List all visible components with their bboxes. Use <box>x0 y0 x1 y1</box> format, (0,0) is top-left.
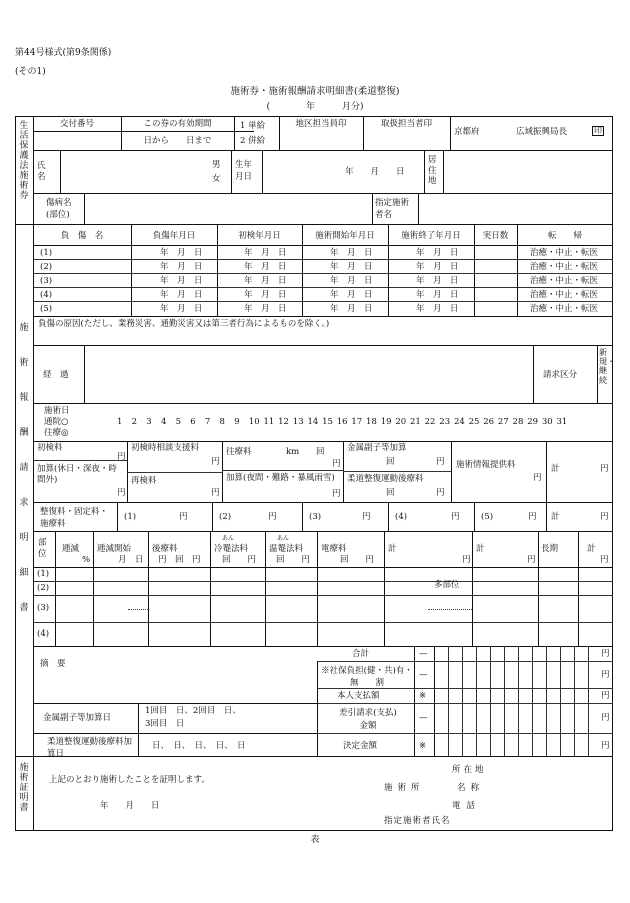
birth-label: 生年月日 <box>235 160 253 182</box>
ticket-side-label: 生活保護法施術券 <box>17 120 28 200</box>
metal-splint-fee: 金属副子等加算 <box>347 443 407 453</box>
male-label: 男 <box>212 160 221 170</box>
house-fee-yen: 円 <box>332 459 341 469</box>
electric-units: 回 円 <box>340 555 375 565</box>
single-benefit: 1 単給 <box>240 121 266 131</box>
amount-digit-divider <box>532 646 533 756</box>
injury-row-date-0: 年 月 日 <box>160 276 203 286</box>
day-29: 29 <box>527 417 539 427</box>
day-28: 28 <box>512 417 524 427</box>
fee-total-label: 計 <box>551 464 560 474</box>
fixation-cell-yen-5: 円 <box>528 512 537 522</box>
day-20: 20 <box>395 417 407 427</box>
injury-row-date-3: 年 月 日 <box>416 276 459 286</box>
self-pay-label: 本人支払額 <box>337 691 380 701</box>
injury-row-outcome: 治癒・中止・転医 <box>530 290 599 300</box>
bureau-chief: 広域振興局長 <box>516 127 568 137</box>
day-31: 31 <box>556 417 568 427</box>
form-title: 施術券・施術報酬請求明細書(柔道整復) <box>230 86 400 97</box>
fixation-cell-3: (3) <box>309 512 322 522</box>
part-row-1: (1) <box>37 569 50 579</box>
sum-label: 合計 <box>352 649 370 659</box>
day-16: 16 <box>336 417 348 427</box>
injury-row-date-2: 年 月 日 <box>330 304 373 314</box>
day-3: 3 <box>146 417 152 427</box>
warm-units: 回 円 <box>276 555 311 565</box>
day-30: 30 <box>541 417 553 427</box>
day-21: 21 <box>410 417 421 427</box>
day-7: 7 <box>204 417 211 427</box>
metal-splint-yen: 円 <box>436 457 445 467</box>
amount-digit-divider <box>462 646 463 756</box>
house-fee-km: km <box>286 447 300 457</box>
cold-units: 回 円 <box>222 555 257 565</box>
day-15: 15 <box>322 417 333 427</box>
injury-row-date-0: 年 月 日 <box>160 262 203 272</box>
col-injury-name: 負 傷 名 <box>60 231 104 241</box>
district-officer-seal: 地区担当員印 <box>295 119 347 129</box>
house-call-label: 往療◎ <box>44 428 69 438</box>
residence-label: 居住地 <box>428 155 437 187</box>
multi-total-label: 計 <box>476 544 485 554</box>
metal-date-line1: 1回目 日、2回目 日、 <box>145 706 241 716</box>
injury-row-outcome: 治癒・中止・転医 <box>530 262 599 272</box>
female-label: 女 <box>212 174 221 184</box>
body-part-label: 部位 <box>38 538 47 560</box>
cold-ruby: あん <box>222 535 235 542</box>
metal-date-label: 金属副子等加算日 <box>43 713 112 723</box>
injury-row-date-3: 年 月 日 <box>416 262 459 272</box>
amount-digit-divider <box>546 646 547 756</box>
day-12: 12 <box>278 417 289 427</box>
cold-label: 冷罨法料 <box>214 544 249 554</box>
decision-label: 決定金額 <box>343 741 378 751</box>
col-injury-date: 負傷年月日 <box>152 231 196 241</box>
fixation-total-yen: 円 <box>600 512 609 522</box>
re-exam-yen: 円 <box>211 488 220 498</box>
cert-address: 所在地 <box>452 765 487 775</box>
injury-row-date-1: 年 月 日 <box>244 290 287 300</box>
house-fee-times: 回 <box>316 447 325 457</box>
fixation-total-label: 計 <box>551 512 560 522</box>
after-care-label: 後療料 <box>152 544 178 554</box>
day-24: 24 <box>453 417 465 427</box>
injury-row-date-3: 年 月 日 <box>416 304 459 314</box>
form-number: 第44号様式(第9条関係) <box>15 48 112 58</box>
day-23: 23 <box>439 417 451 427</box>
first-consult-yen: 円 <box>211 457 220 467</box>
injury-row-date-2: 年 月 日 <box>330 276 373 286</box>
form-period: ( 年 月分) <box>266 102 364 112</box>
reduction-start-md: 月 日 <box>118 555 144 565</box>
issue-number-label: 交付番号 <box>59 119 94 129</box>
day-17: 17 <box>351 417 363 427</box>
day-19: 19 <box>380 417 392 427</box>
fixation-cell-yen-1: 円 <box>179 512 188 522</box>
main-side-label: 施術報酬請求明細書 <box>17 322 28 637</box>
metal-splint-times: 回 <box>386 457 395 467</box>
injury-row-date-2: 年 月 日 <box>330 248 373 258</box>
subtotal-label: 計 <box>388 544 397 554</box>
warm-ruby: あん <box>277 535 290 542</box>
cert-statement: 上記のとおり施術したことを証明します。 <box>49 775 210 785</box>
fixation-cell-4: (4) <box>395 512 408 522</box>
re-exam-fee: 再検料 <box>131 476 157 486</box>
reduction-label: 逓減 <box>62 544 80 554</box>
day-13: 13 <box>292 417 304 427</box>
injury-row-date-2: 年 月 日 <box>330 290 373 300</box>
cert-practitioner: 指定施術者氏名 <box>384 816 451 826</box>
multi-total-yen: 円 <box>527 555 536 565</box>
injury-row-date-3: 年 月 日 <box>416 290 459 300</box>
injury-row-outcome: 治癒・中止・転医 <box>530 248 599 258</box>
day-8: 8 <box>219 417 225 427</box>
day-25: 25 <box>468 417 480 427</box>
day-4: 4 <box>160 417 167 427</box>
fixation-fee: 整復料・固定料・施療料 <box>40 507 109 530</box>
part-row-3: (3) <box>37 603 50 613</box>
day-10: 10 <box>248 417 260 427</box>
day-9: 9 <box>234 417 240 427</box>
amount-digit-divider <box>448 646 449 756</box>
amount-digit-divider <box>490 646 491 756</box>
fee-total-yen: 円 <box>600 464 609 474</box>
official-seal: 印 <box>594 126 602 135</box>
amount-digit-divider <box>476 646 477 756</box>
prefecture: 京都府 <box>454 127 480 137</box>
day-22: 22 <box>424 417 436 427</box>
injury-row-date-1: 年 月 日 <box>244 262 287 272</box>
injury-row-date-2: 年 月 日 <box>330 262 373 272</box>
injury-row-number: (1) <box>40 248 53 258</box>
fixation-cell-1: (1) <box>124 512 137 522</box>
day-6: 6 <box>190 417 196 427</box>
judo-date-value: 日、 日、 日、 日、 日 <box>152 741 246 751</box>
handler-seal: 取扱担当者印 <box>380 119 432 129</box>
info-fee-yen: 円 <box>533 473 542 483</box>
fixation-cell-yen-2: 円 <box>268 512 277 522</box>
col-outcome: 転 帰 <box>547 231 582 241</box>
self-pay-yen: 円 <box>601 691 610 701</box>
first-exam-yen: 円 <box>117 452 126 462</box>
validity-label: この券の有効期間 <box>143 119 212 129</box>
house-add-yen: 円 <box>332 489 341 499</box>
info-fee: 施術情報提供料 <box>456 460 516 470</box>
day-14: 14 <box>307 417 319 427</box>
warm-label: 温罨法料 <box>269 544 304 554</box>
insurance-share: ※社保負担(健・共)有・無 割 <box>321 666 413 689</box>
name-label: 氏名 <box>37 161 46 183</box>
decision-yen: 円 <box>601 741 610 751</box>
combined-benefit: 2 併給 <box>240 136 266 146</box>
cert-clinic-name: 名称 <box>457 783 485 793</box>
injury-row-date-0: 年 月 日 <box>160 290 203 300</box>
injury-row-date-1: 年 月 日 <box>244 304 287 314</box>
day-5: 5 <box>175 417 182 427</box>
injury-row-number: (2) <box>40 262 53 272</box>
judo-date-label: 柔道整復運動後療料加算日 <box>47 737 133 759</box>
day-18: 18 <box>366 417 377 427</box>
part-row-4: (4) <box>37 629 50 639</box>
decision-mark: ※ <box>419 741 427 751</box>
judo-motion-times: 回 <box>386 488 395 498</box>
new-continue-label: 新規・継続 <box>599 348 615 385</box>
judo-motion-yen: 円 <box>436 488 445 498</box>
day-26: 26 <box>483 417 495 427</box>
day-2: 2 <box>131 417 138 427</box>
deduct-yen: 円 <box>601 713 610 723</box>
col-actual-days: 実日数 <box>482 231 509 241</box>
amount-digit-divider <box>574 646 575 756</box>
final-total-yen: 円 <box>600 555 609 565</box>
insurance-dash: — <box>419 670 428 680</box>
day-27: 27 <box>497 417 509 427</box>
cert-phone: 電話 <box>452 801 482 811</box>
progress-label: 経 過 <box>43 370 69 380</box>
amount-digit-divider <box>588 646 589 756</box>
reduction-percent: % <box>82 555 91 565</box>
claim-type-label: 請求区分 <box>543 370 578 380</box>
validity-value: 日から 日まで <box>143 136 212 146</box>
day-1: 1 <box>117 417 123 427</box>
injury-name-label: 傷病名(部位) <box>46 198 72 221</box>
overtime-add: 加算(休日・深夜・時間外) <box>37 464 117 486</box>
injury-row-number: (3) <box>40 276 53 286</box>
amount-digit-divider <box>518 646 519 756</box>
cert-date: 年 月 日 <box>100 801 160 811</box>
injury-row-date-0: 年 月 日 <box>160 304 203 314</box>
final-total-label: 計 <box>587 544 596 554</box>
house-fee: 往療料 <box>226 447 252 457</box>
after-care-units: 円 回 円 <box>158 555 201 565</box>
injury-row-outcome: 治癒・中止・転医 <box>530 304 599 314</box>
part-row-2: (2) <box>37 583 50 593</box>
injury-row-number: (5) <box>40 304 53 314</box>
injury-row-date-0: 年 月 日 <box>160 248 203 258</box>
form-part: (その1) <box>15 67 46 77</box>
long-term-label: 長期 <box>541 544 559 554</box>
sum-yen: 円 <box>601 649 610 659</box>
day-11: 11 <box>263 417 275 427</box>
fixation-cell-yen-4: 円 <box>451 512 460 522</box>
fixation-cell-2: (2) <box>219 512 232 522</box>
cert-clinic: 施術所 <box>384 783 425 793</box>
overtime-yen: 円 <box>117 488 126 498</box>
col-start-date: 施術開始年月日 <box>315 231 375 241</box>
birth-date: 年 月 日 <box>345 167 405 177</box>
amount-digit-divider <box>504 646 505 756</box>
first-consult-fee: 初検時相談支援料 <box>131 443 200 453</box>
judo-motion-fee: 柔道整復運動後療料 <box>347 474 424 484</box>
visit-label: 通院○ <box>44 417 69 427</box>
reduction-start-label: 逓減開始 <box>97 544 132 554</box>
insurance-yen: 円 <box>601 670 610 680</box>
injury-row-outcome: 治癒・中止・転医 <box>530 276 599 286</box>
col-first-exam-date: 初検年月日 <box>238 231 281 241</box>
subtotal-yen: 円 <box>462 555 471 565</box>
fixation-cell-5: (5) <box>481 512 494 522</box>
injury-row-date-3: 年 月 日 <box>416 248 459 258</box>
sum-dash: — <box>419 649 428 659</box>
page-side: 表 <box>310 835 320 845</box>
summary-label: 摘 要 <box>40 659 66 669</box>
treatment-day-label: 施術日 <box>44 406 70 416</box>
deduct-dash: — <box>419 713 428 723</box>
cert-side-label: 施術証明書 <box>17 762 28 812</box>
col-end-date: 施術終了年月日 <box>401 231 461 241</box>
multi-part-label: 多部位 <box>434 580 460 590</box>
injury-row-date-1: 年 月 日 <box>244 248 287 258</box>
house-add: 加算(夜間・難路・暴風雨雪) <box>226 473 335 483</box>
electric-label: 電療料 <box>321 544 347 554</box>
deduct-label: 差引請求(支払)金額 <box>339 708 397 731</box>
self-pay-mark: ※ <box>419 691 427 701</box>
amount-digit-divider <box>560 646 561 756</box>
injury-row-date-1: 年 月 日 <box>244 276 287 286</box>
injury-row-number: (4) <box>40 290 53 300</box>
designated-practitioner-label: 指定施術者名 <box>375 198 410 221</box>
fixation-cell-yen-3: 円 <box>362 512 371 522</box>
injury-cause: 負傷の原因(ただし、業務災害、通勤災害又は第三者行為によるものを除く。) <box>38 319 330 329</box>
metal-date-line2: 3回目 日 <box>145 719 185 729</box>
first-exam-fee: 初検料 <box>37 443 63 453</box>
